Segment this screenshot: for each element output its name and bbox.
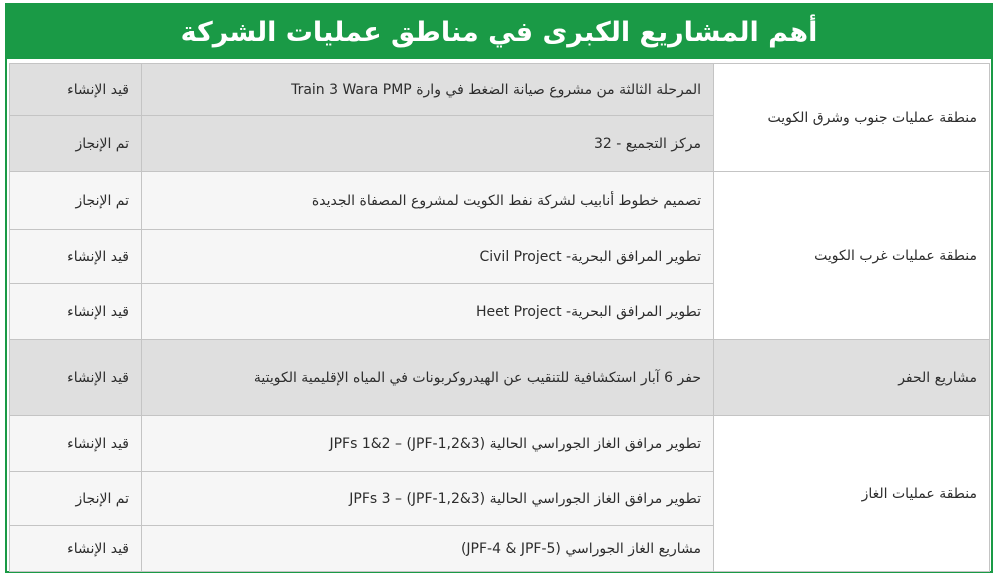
table-row	[10, 340, 990, 416]
project-cell: مركز التجميع - 32	[142, 116, 714, 172]
status-cell: تم الإنجاز	[10, 116, 142, 172]
status-cell: قيد الإنشاء	[10, 284, 142, 340]
status-cell: قيد الإنشاء	[10, 64, 142, 116]
project-cell: تطوير مرافق الغاز الجوراسي الحالية JPFs 3 – (JPF-1,2&3)	[142, 472, 714, 526]
status-cell: قيد الإنشاء	[10, 340, 142, 416]
status-cell: تم الإنجاز	[10, 472, 142, 526]
project-cell: تصميم خطوط أنابيب لشركة نفط الكويت لمشروع المصفاة الجديدة	[142, 172, 714, 230]
table-row	[10, 64, 990, 116]
table-title: أهم المشاريع الكبرى في مناطق عمليات الشركة	[7, 5, 991, 59]
project-cell: المرحلة الثالثة من مشروع صيانة الضغط في وارة Train 3 Wara PMP	[142, 64, 714, 116]
project-cell: مشاريع الغاز الجوراسي (JPF-4 & JPF-5)	[142, 526, 714, 572]
status-cell: قيد الإنشاء	[10, 230, 142, 284]
projects-table-frame	[5, 3, 993, 573]
region-cell: منطقة عمليات جنوب وشرق الكويت	[714, 64, 990, 172]
status-cell: قيد الإنشاء	[10, 526, 142, 572]
table-row	[10, 172, 990, 230]
table-row	[10, 416, 990, 472]
status-cell: تم الإنجاز	[10, 172, 142, 230]
region-cell: منطقة عمليات الغاز	[714, 416, 990, 572]
region-cell: مشاريع الحفر	[714, 340, 990, 416]
region-cell: منطقة عمليات غرب الكويت	[714, 172, 990, 340]
projects-table	[9, 63, 990, 572]
project-cell: حفر 6 آبار استكشافية للتنقيب عن الهيدروكربونات في المياه الإقليمية الكويتية	[142, 340, 714, 416]
status-cell: قيد الإنشاء	[10, 416, 142, 472]
project-cell: تطوير المرافق البحرية- Civil Project	[142, 230, 714, 284]
project-cell: تطوير المرافق البحرية- Heet Project	[142, 284, 714, 340]
project-cell: تطوير مرافق الغاز الجوراسي الحالية JPFs 1&2 – (JPF-1,2&3)	[142, 416, 714, 472]
